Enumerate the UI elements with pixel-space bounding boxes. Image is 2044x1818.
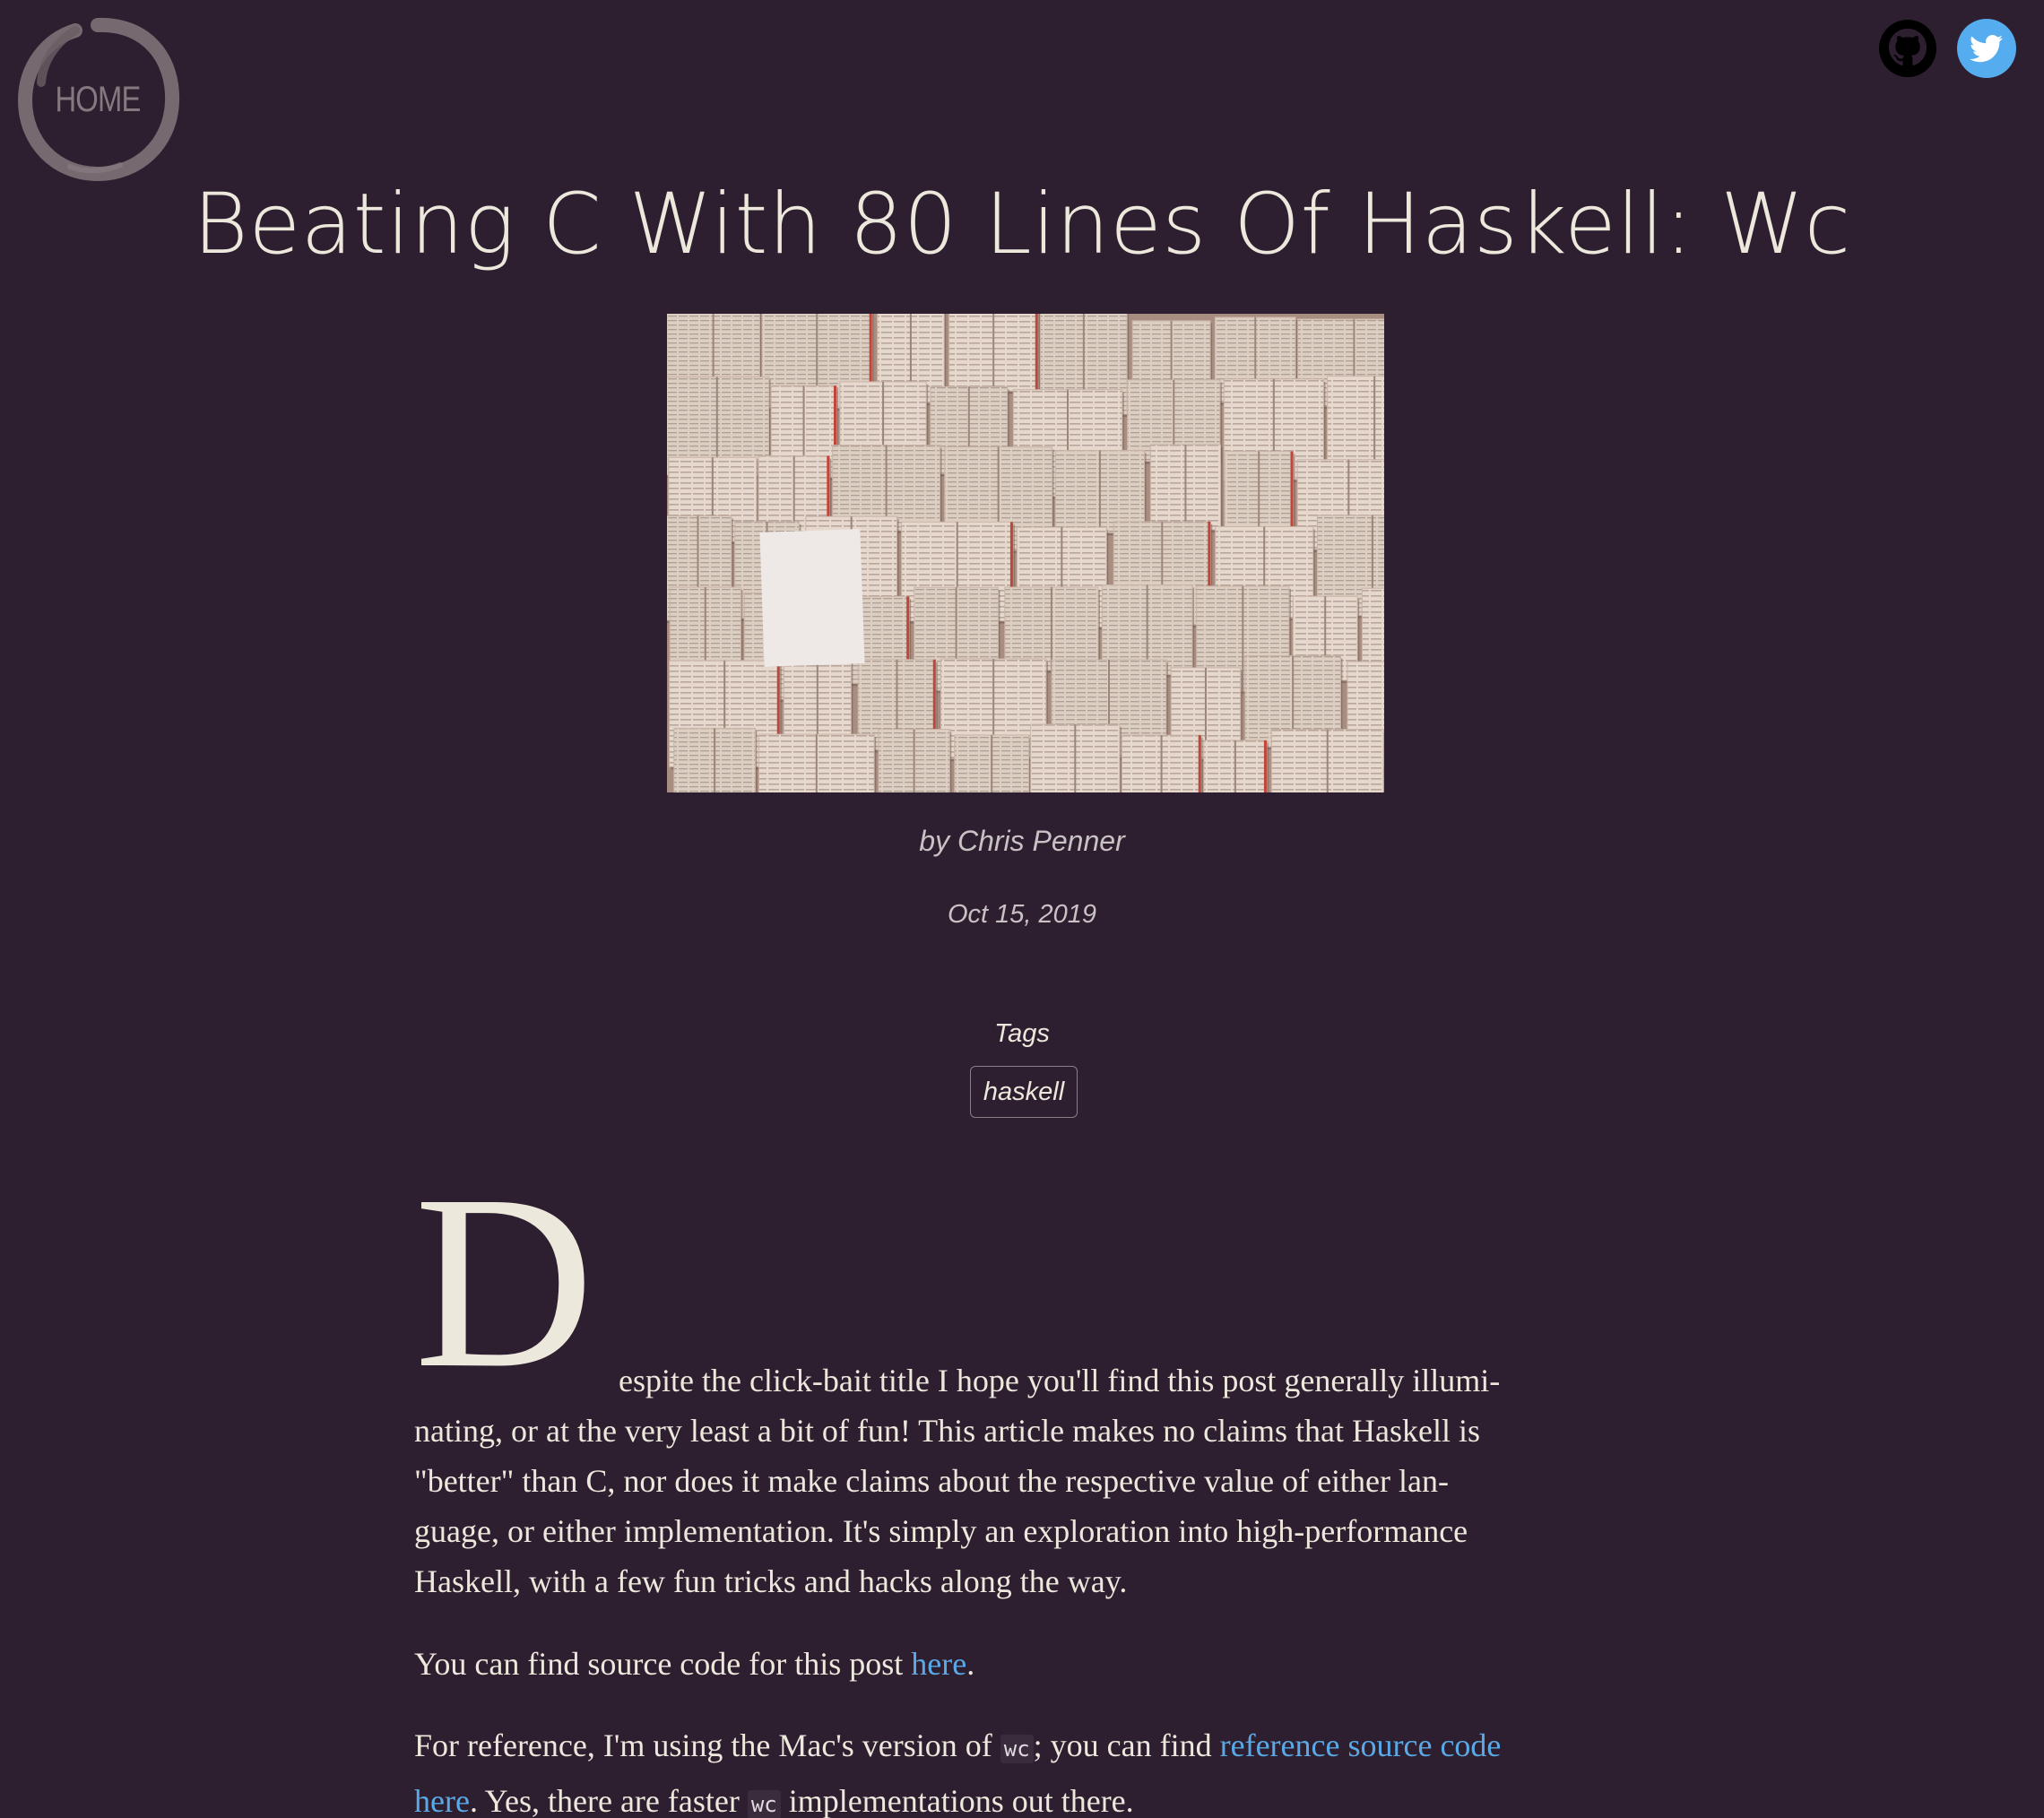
home-logo-link[interactable] bbox=[13, 14, 183, 185]
open-book bbox=[1204, 740, 1269, 792]
twitter-link[interactable] bbox=[1956, 18, 2017, 79]
open-book bbox=[1122, 735, 1202, 792]
source-code-link[interactable]: here bbox=[911, 1646, 967, 1682]
twitter-icon bbox=[1956, 18, 2017, 79]
paragraph-line: espite the click-bait title I hope you'll find this post generally illumi- bbox=[619, 1363, 1501, 1398]
paragraph-line: nating, or at the very least a bit of fun! This article makes no claims that Haskell is bbox=[414, 1413, 1481, 1449]
text: implementations out there. bbox=[780, 1783, 1134, 1818]
open-books-image bbox=[667, 314, 1384, 792]
reference-source-link-here[interactable]: here bbox=[414, 1783, 470, 1818]
text: . bbox=[966, 1646, 975, 1682]
open-book bbox=[674, 728, 758, 792]
text: For reference, I'm using the Mac's version of bbox=[414, 1727, 1000, 1763]
open-book bbox=[955, 735, 1031, 792]
paragraph-line: Haskell, with a few fun tricks and hacks along the way. bbox=[414, 1563, 1128, 1599]
article-body bbox=[414, 1144, 1624, 1818]
loose-page bbox=[759, 529, 864, 667]
paragraph-reference bbox=[414, 1719, 1501, 1818]
github-link[interactable] bbox=[1877, 18, 1938, 79]
open-book bbox=[879, 730, 951, 792]
text: ; you can find bbox=[1033, 1727, 1220, 1763]
tags-heading: Tags bbox=[994, 1019, 1050, 1048]
tag-haskell[interactable]: haskell bbox=[970, 1066, 1078, 1118]
post-title: Beating C With 80 Lines Of Haskell: Wc bbox=[193, 176, 1851, 273]
github-icon bbox=[1877, 18, 1938, 79]
paragraph-line: guage, or either implementation. It's simply an exploration into high-performance bbox=[414, 1513, 1468, 1549]
open-book bbox=[759, 734, 877, 792]
open-book bbox=[1150, 445, 1222, 532]
reference-source-link[interactable]: reference source code bbox=[1219, 1727, 1502, 1763]
paragraph-line: "better" than C, nor does it make claims about the respective value of either lan- bbox=[414, 1463, 1449, 1499]
drop-cap: D bbox=[414, 1144, 594, 1420]
open-book bbox=[1328, 377, 1384, 472]
home-label: HOME bbox=[55, 79, 141, 119]
paragraph-intro bbox=[414, 1355, 1624, 1606]
inline-code-wc: wc bbox=[748, 1790, 781, 1818]
post-date: Oct 15, 2019 bbox=[947, 900, 1097, 929]
text: . Yes, there are faster bbox=[469, 1783, 748, 1818]
hero-image bbox=[667, 314, 1384, 792]
paragraph-source bbox=[414, 1639, 974, 1689]
open-book bbox=[1031, 724, 1122, 792]
open-book bbox=[784, 656, 853, 745]
post-byline: by Chris Penner bbox=[919, 825, 1125, 857]
open-book bbox=[949, 314, 1040, 394]
open-book bbox=[1271, 730, 1384, 792]
inline-code-wc: wc bbox=[1000, 1735, 1034, 1763]
text: You can find source code for this post bbox=[414, 1646, 912, 1682]
social-links bbox=[1877, 18, 2017, 79]
